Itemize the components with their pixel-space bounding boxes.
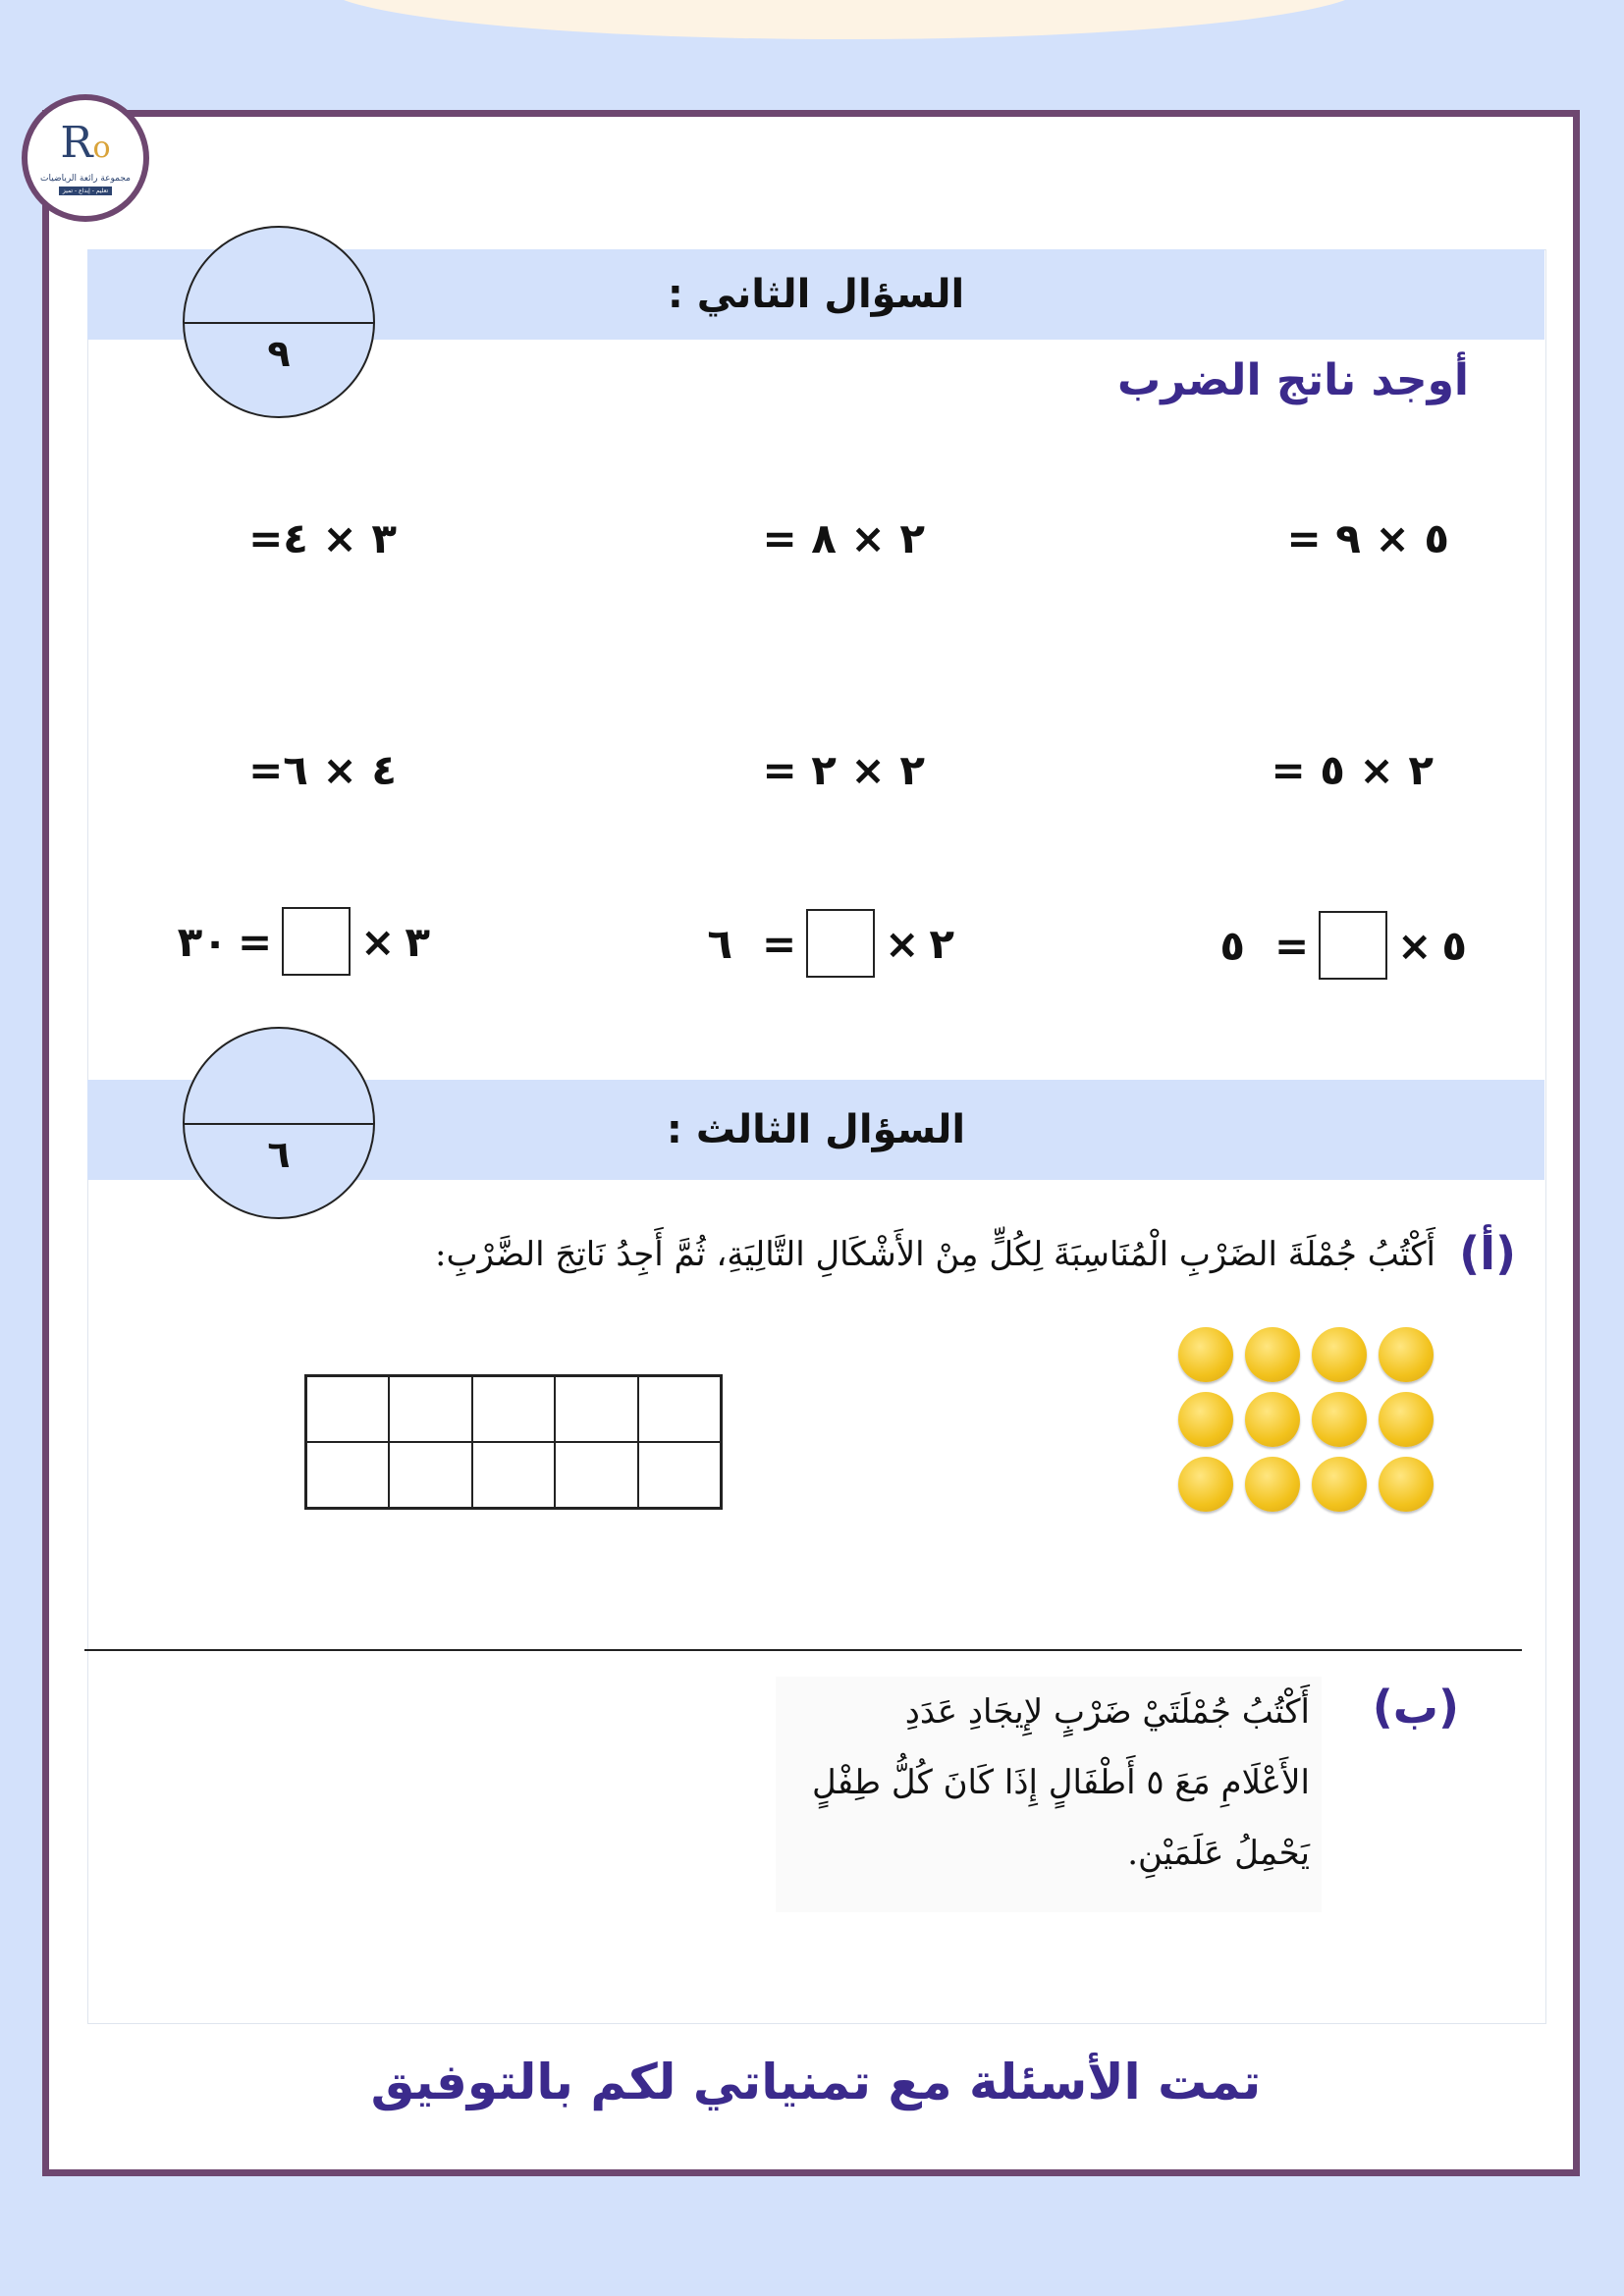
question-3-score: ٦ [267,1133,291,1176]
answer-box[interactable] [806,909,875,978]
coin [1178,1327,1233,1382]
product: ٦ [707,919,732,968]
part-b-line-1: أَكْتُبُ جُمْلَتَيْ ضَرْبٍ لإِيجَادِ عَدَدِ [904,1692,1310,1732]
logo [22,94,149,222]
coin [1178,1457,1233,1512]
equals-sign: = [237,917,273,966]
product: ٣٠ [177,917,228,966]
grid-cell[interactable] [389,1376,471,1442]
times-sign: × [1397,921,1433,970]
missing-factor-equation-2 [707,909,954,978]
question-2-title: السؤال الثاني : [667,272,965,317]
times-sign: × [885,919,920,968]
factor: ٥ [1441,921,1467,970]
top-decoration [324,0,1365,39]
factor: ٣ [405,917,430,966]
times-sign: × [360,917,396,966]
equals-sign: = [761,919,797,968]
part-b-line-2: الأَعْلَامِ مَعَ ٥ أَطْفَالٍ إِذَا كَانَ كُلُّ طِفْلٍ [812,1763,1310,1802]
grid-cell[interactable] [555,1376,637,1442]
coin [1245,1392,1300,1447]
coin [1312,1392,1367,1447]
equation-row2-1: ٢ × ٥ = [1271,746,1434,794]
logo-tagline: تعليم - إبداع - تميز [59,187,112,195]
logo-caption: مجموعة رائعة الرياضيات [40,173,131,184]
score-divider [185,1123,373,1125]
part-b-line-3: يَحْمِلُ عَلَمَيْنِ. [1127,1834,1310,1873]
part-b-question [776,1677,1322,1912]
grid-cell[interactable] [306,1442,389,1508]
coin [1245,1327,1300,1382]
grid-cell[interactable] [306,1376,389,1442]
answer-box[interactable] [1319,911,1387,980]
logo-letter-accent: o [92,130,111,165]
equation-row2-2: ٢ × ٢ = [762,746,925,794]
equation-row1-1: ٥ × ٩ = [1286,514,1449,562]
grid-cell[interactable] [472,1376,555,1442]
answer-box[interactable] [282,907,351,976]
equals-sign: = [1273,921,1310,970]
grid-cell[interactable] [638,1442,721,1508]
question-3-title: السؤال الثالث : [666,1107,966,1152]
grid-cell[interactable] [389,1442,471,1508]
product: ٥ [1219,921,1245,970]
part-a-label: (أ) [1459,1227,1516,1280]
coin [1379,1327,1434,1382]
grid-cell[interactable] [472,1442,555,1508]
coin [1245,1457,1300,1512]
grid-cell[interactable] [638,1376,721,1442]
equation-row1-2: ٢ × ٨ = [762,514,925,562]
answer-grid [304,1374,723,1510]
question-3-score-circle [183,1027,375,1219]
coin [1379,1392,1434,1447]
coin [1312,1457,1367,1512]
section-divider [84,1649,1522,1651]
logo-letter: R [60,117,93,168]
closing-message: تمت الأسئلة مع تمنياتي لكم بالتوفيق [370,2054,1262,2110]
coin [1178,1392,1233,1447]
coin [1312,1327,1367,1382]
grid-cell[interactable] [555,1442,637,1508]
question-2-score: ٩ [267,332,291,375]
equation-row1-3: ٣ × ٤= [248,514,397,562]
part-b-label: (ب) [1372,1681,1459,1734]
missing-factor-equation-3 [178,907,430,976]
part-a-instruction: أَكْتُبُ جُمْلَةَ الضَرْبِ الْمُنَاسِبَةَ لِكُلٍّ مِنْ الأَشْكَالِ التَّالِيَةِ، ثُمَّ أَجِدُ نَاتِجَ الضَّرْبِ: [435,1235,1435,1274]
coin [1379,1457,1434,1512]
missing-factor-equation-1 [1219,911,1467,980]
question-2-instruction: أوجد ناتج الضرب [1116,355,1469,405]
score-divider [185,322,373,324]
coin-array [1178,1327,1443,1520]
logo-mark [60,117,111,170]
factor: ٢ [929,919,954,968]
question-2-score-circle [183,226,375,418]
equation-row2-3: ٤ × ٦= [248,746,397,794]
